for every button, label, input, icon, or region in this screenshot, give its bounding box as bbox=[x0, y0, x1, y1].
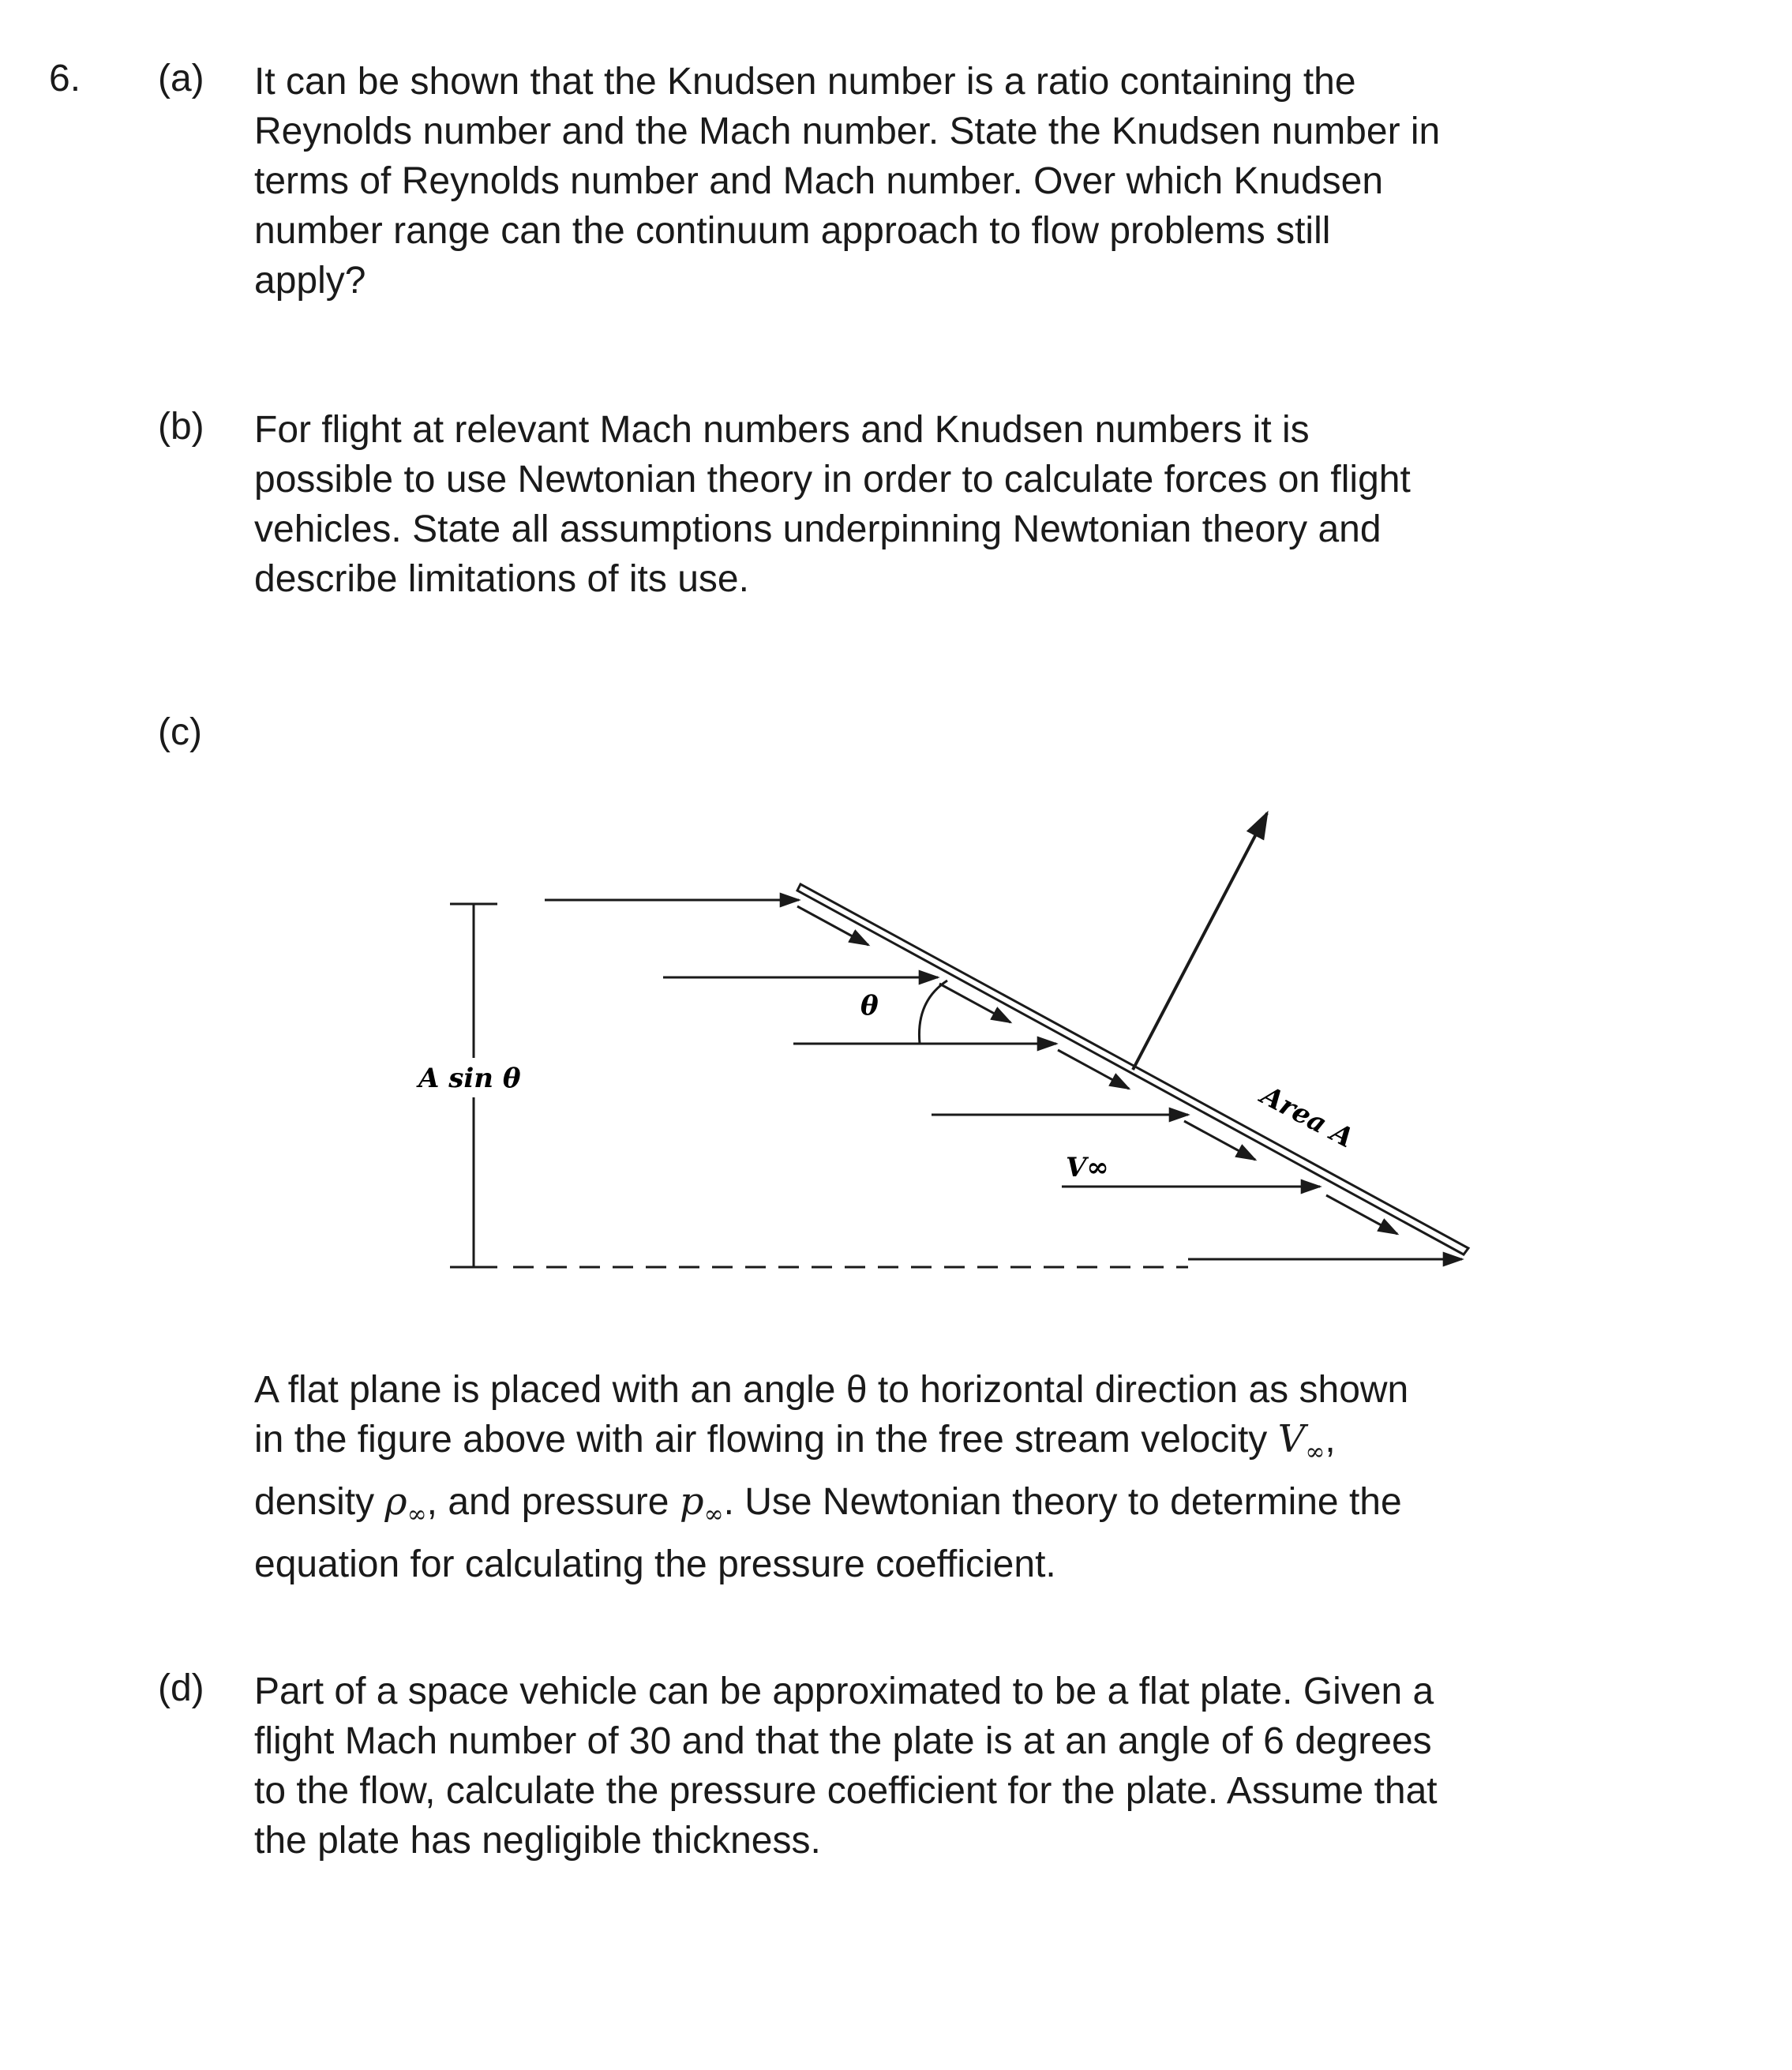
density-subscript: ∞ bbox=[407, 1501, 427, 1528]
part-a-text bbox=[254, 57, 1644, 306]
part-b-text bbox=[254, 405, 1644, 604]
part-c-text-run: , bbox=[1325, 1419, 1336, 1461]
part-a-line: terms of Reynolds number and Mach number. Over which Knudsen bbox=[254, 160, 1384, 202]
part-d-line: flight Mach number of 30 and that the plate is at an angle of 6 degrees bbox=[254, 1720, 1432, 1762]
part-c-line: A flat plane is placed with an angle θ to horizontal direction as shown bbox=[254, 1369, 1409, 1411]
part-d-line: the plate has negligible thickness. bbox=[254, 1820, 821, 1862]
part-a-line: apply? bbox=[254, 260, 366, 302]
part-c-label: (c) bbox=[158, 711, 202, 753]
tangential-arrow bbox=[1326, 1195, 1397, 1234]
theta-arc bbox=[919, 981, 947, 1044]
area-label: Area A bbox=[1255, 1079, 1359, 1155]
part-a-label: (a) bbox=[158, 58, 204, 99]
part-c-text-run: density bbox=[254, 1481, 385, 1523]
part-c-text bbox=[254, 1365, 1644, 1589]
part-d-line: to the flow, calculate the pressure coefficient for the plate. Assume that bbox=[254, 1770, 1438, 1812]
part-d-label: (d) bbox=[158, 1667, 204, 1709]
velocity-subscript: ∞ bbox=[1305, 1438, 1325, 1466]
height-label: A sin θ bbox=[418, 1063, 521, 1094]
velocity-symbol: V bbox=[1277, 1417, 1306, 1461]
velocity-label: V∞ bbox=[1066, 1152, 1109, 1183]
tangential-arrow bbox=[1058, 1050, 1129, 1089]
part-a-line: Reynolds number and the Mach number. State the Knudsen number in bbox=[254, 111, 1441, 152]
question-number: 6. bbox=[49, 58, 81, 99]
part-c-line: equation for calculating the pressure coefficient. bbox=[254, 1543, 1056, 1585]
part-d-line: Part of a space vehicle can be approximated to be a flat plate. Given a bbox=[254, 1671, 1434, 1712]
part-c-line bbox=[254, 1477, 1644, 1539]
part-c-text-run: . Use Newtonian theory to determine the bbox=[723, 1481, 1402, 1523]
pressure-symbol: p bbox=[679, 1479, 704, 1524]
part-c-line bbox=[254, 1415, 1644, 1477]
part-b-label: (b) bbox=[158, 406, 204, 448]
part-b-line: vehicles. State all assumptions underpinning Newtonian theory and bbox=[254, 508, 1381, 550]
normal-force-arrow bbox=[1133, 813, 1267, 1070]
theta-label: θ bbox=[860, 990, 879, 1022]
tangential-arrow bbox=[939, 984, 1010, 1022]
part-b-line: describe limitations of its use. bbox=[254, 558, 749, 600]
density-symbol: ρ bbox=[384, 1479, 407, 1524]
part-c-text-run: in the figure above with air flowing in the free stream velocity bbox=[254, 1419, 1278, 1461]
flat-plate-figure bbox=[395, 789, 1500, 1295]
pressure-subscript: ∞ bbox=[703, 1501, 724, 1528]
part-d-text bbox=[254, 1667, 1644, 1866]
tangential-arrow bbox=[797, 906, 868, 945]
part-c-text-run: , and pressure bbox=[426, 1481, 680, 1523]
part-b-line: possible to use Newtonian theory in order to calculate forces on flight bbox=[254, 459, 1411, 501]
part-a-line: number range can the continuum approach to flow problems still bbox=[254, 210, 1331, 252]
part-a-line: It can be shown that the Knudsen number is a ratio containing the bbox=[254, 61, 1356, 103]
part-b-line: For flight at relevant Mach numbers and Knudsen numbers it is bbox=[254, 409, 1310, 451]
